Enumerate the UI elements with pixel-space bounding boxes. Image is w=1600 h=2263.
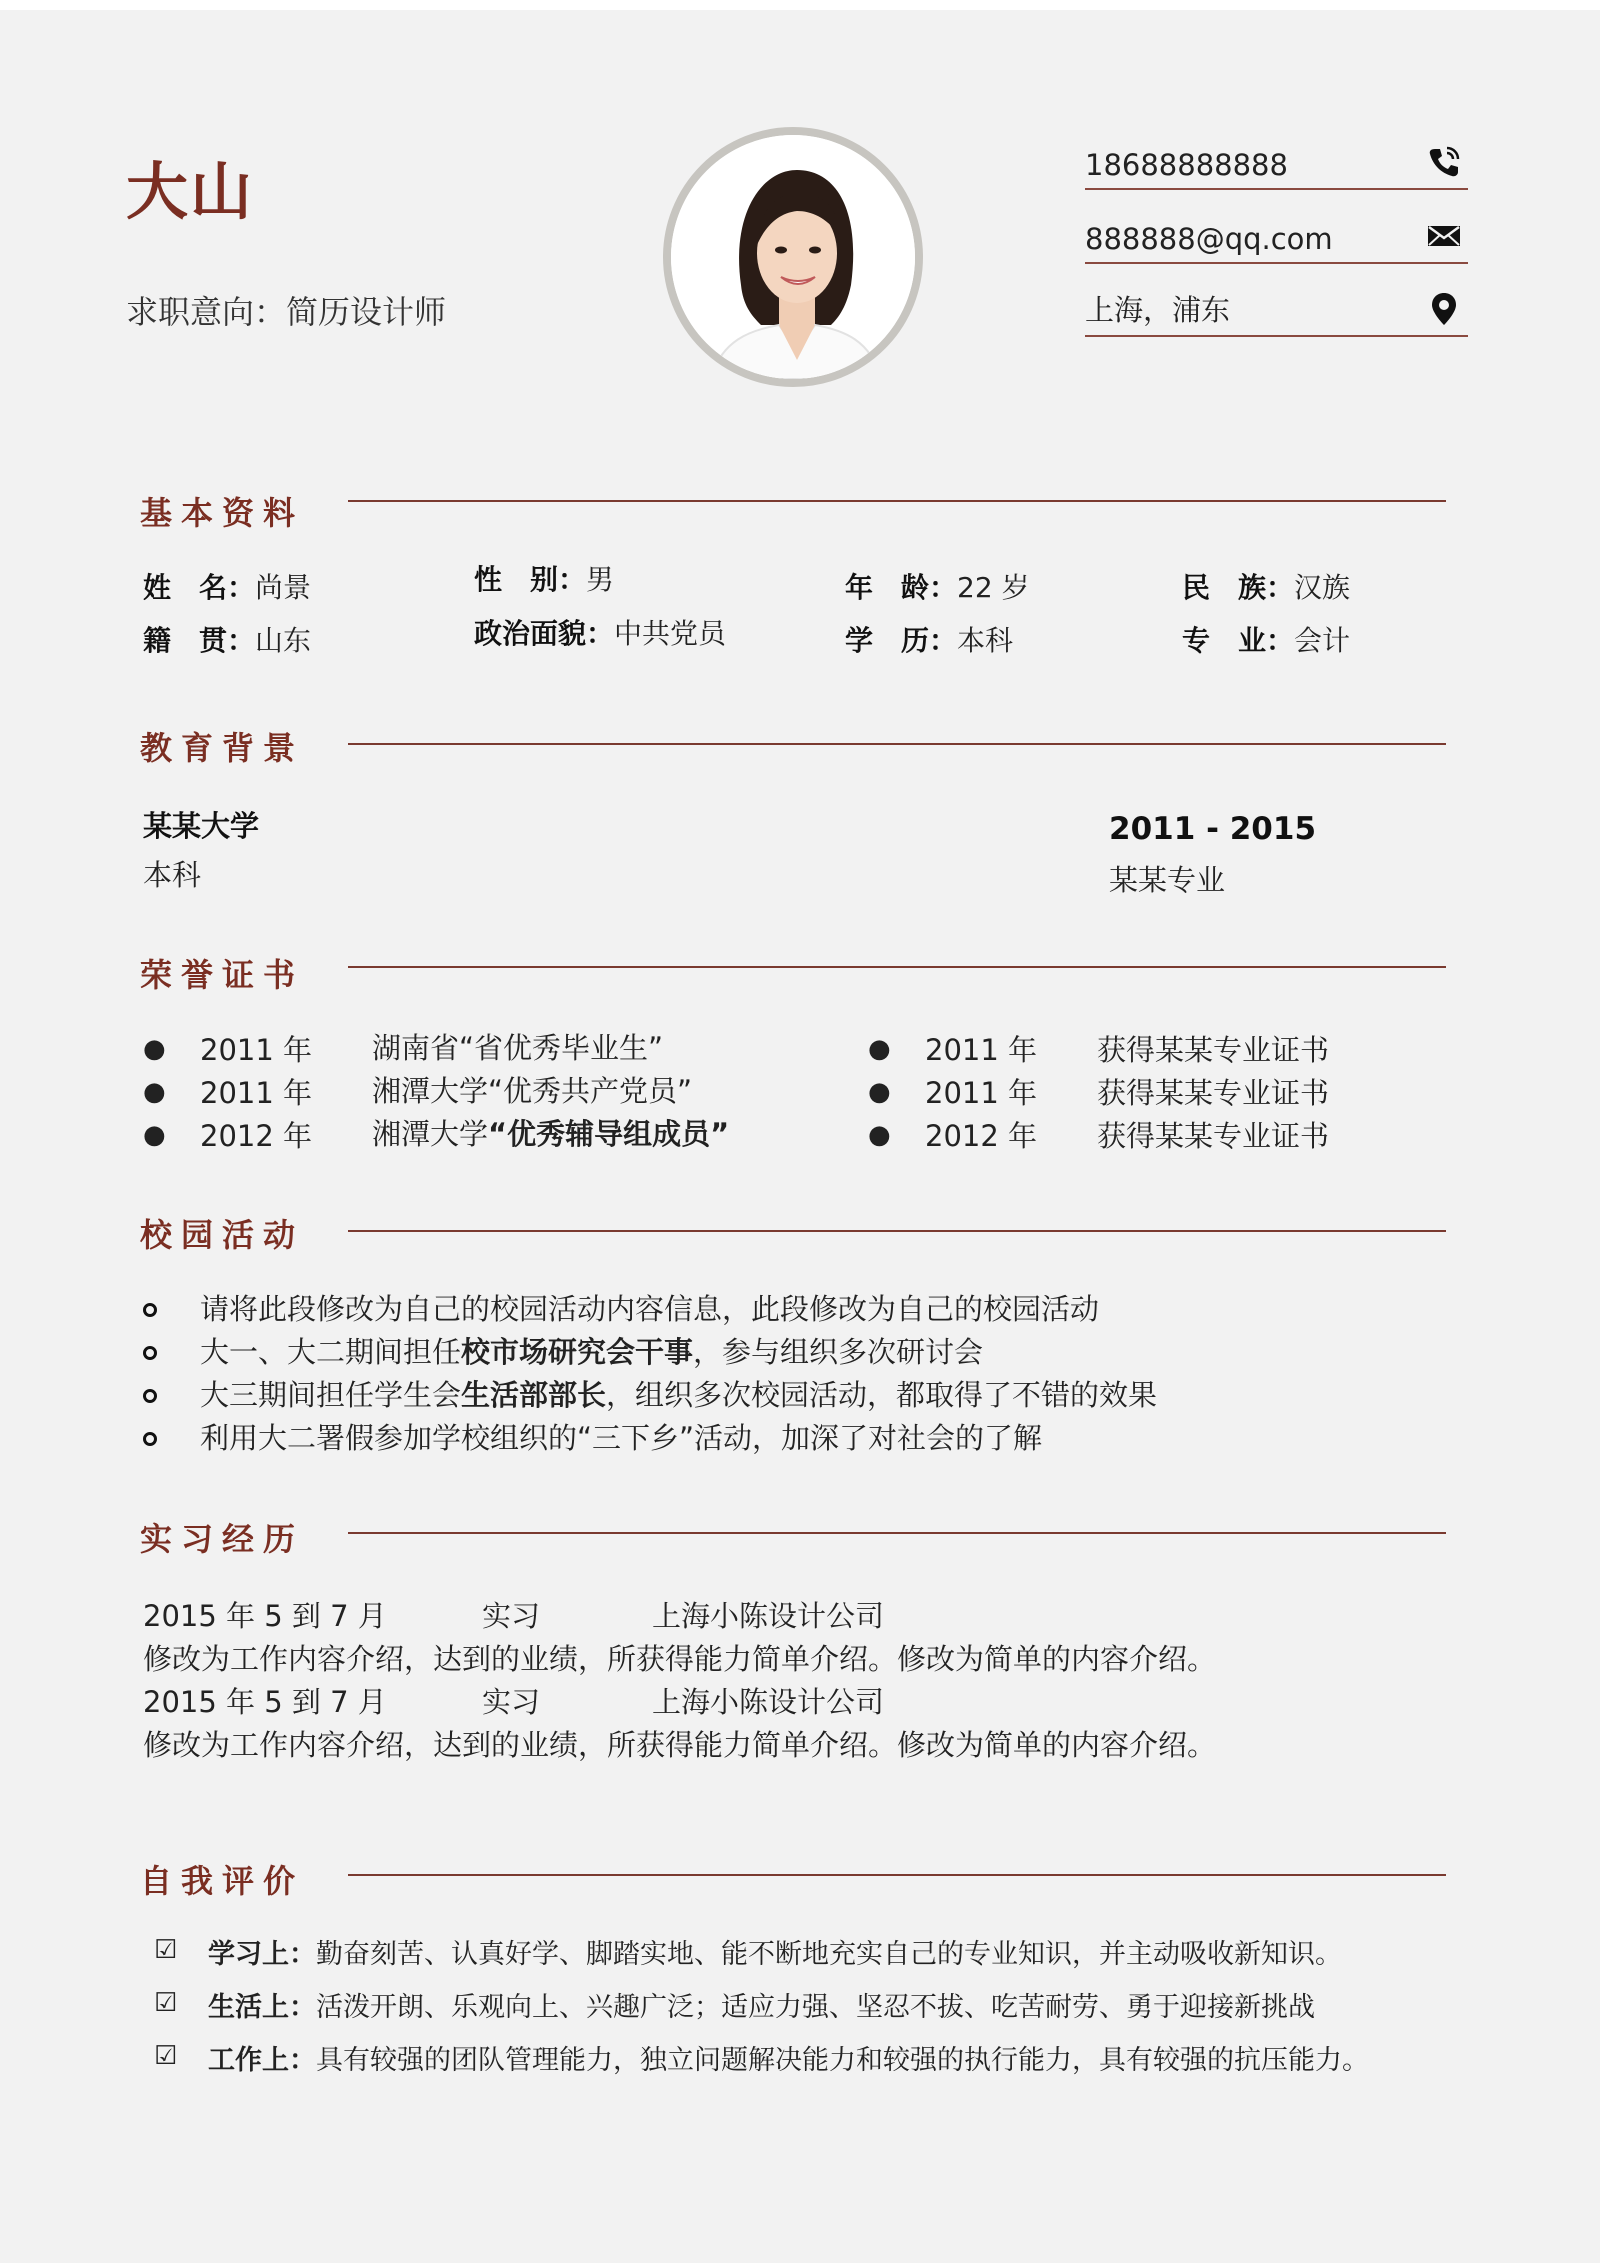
self-eval-label: 生活上： bbox=[208, 1992, 316, 2023]
info-degree-label: 学 历： bbox=[845, 624, 958, 657]
contact-address: 上海，浦东 bbox=[1085, 293, 1231, 327]
bullet-icon: ● bbox=[143, 1120, 166, 1150]
info-age-value: 22 岁 bbox=[957, 571, 1030, 604]
section-divider bbox=[348, 1230, 1446, 1232]
campus-item bbox=[200, 1416, 1042, 1457]
honor-year: 2011 年 bbox=[200, 1076, 313, 1110]
section-divider bbox=[348, 743, 1446, 745]
phone-icon bbox=[1426, 144, 1462, 180]
info-origin-label: 籍 贯： bbox=[143, 624, 256, 657]
self-eval-label: 工作上： bbox=[208, 2045, 316, 2076]
info-gender bbox=[474, 558, 614, 598]
info-age-label: 年 龄： bbox=[845, 571, 958, 604]
contact-address-row bbox=[1085, 269, 1468, 337]
info-age bbox=[845, 566, 1030, 606]
honor-text: 湖南省“省优秀毕业生” bbox=[372, 1031, 664, 1065]
ring-bullet-icon bbox=[143, 1431, 157, 1450]
info-name-label: 姓 名： bbox=[143, 571, 256, 604]
honor-text: 获得某某专业证书 bbox=[1097, 1076, 1330, 1110]
honor-text: 湘潭大学“优秀共产党员” bbox=[372, 1074, 693, 1108]
info-politics bbox=[474, 612, 726, 652]
self-eval-text: 勤奋刻苦、认真好学、脚踏实地、能不断地充实自己的专业知识，并主动吸收新知识。 bbox=[316, 1939, 1342, 1970]
candidate-name: 大山 bbox=[126, 155, 255, 228]
honor-text-bold: “优秀辅导组成员” bbox=[488, 1117, 730, 1151]
info-ethnic-value: 汉族 bbox=[1294, 571, 1351, 604]
contact-email: 888888@qq.com bbox=[1085, 222, 1333, 256]
intern-desc: 修改为工作内容介绍，达到的业绩，所获得能力简单介绍。修改为简单的内容介绍。 bbox=[143, 1728, 1217, 1762]
intern-role: 实习 bbox=[482, 1599, 541, 1633]
honor-year: 2011 年 bbox=[925, 1033, 1038, 1067]
info-politics-label: 政治面貌： bbox=[474, 617, 615, 650]
intern-company: 上海小陈设计公司 bbox=[652, 1685, 885, 1719]
campus-item-bold: 校市场研究会干事 bbox=[461, 1335, 694, 1369]
campus-item-text: 大一、大二期间担任 bbox=[200, 1335, 462, 1369]
contact-phone: 18688888888 bbox=[1085, 148, 1288, 182]
location-icon bbox=[1426, 291, 1462, 327]
ring-bullet-icon bbox=[143, 1388, 157, 1407]
resume-page bbox=[0, 10, 1600, 2263]
honor-year: 2011 年 bbox=[200, 1033, 313, 1067]
section-title-campus: 校园活动 bbox=[140, 1216, 305, 1254]
section-title-internship: 实习经历 bbox=[140, 1520, 305, 1558]
intern-date: 2015 年 5 到 7 月 bbox=[143, 1599, 387, 1633]
honor-text-prefix: 湘潭大学 bbox=[372, 1117, 489, 1151]
job-intent-value: 简历设计师 bbox=[286, 293, 447, 331]
campus-item bbox=[200, 1330, 983, 1371]
campus-item bbox=[200, 1287, 1099, 1328]
campus-item-text: ，参与组织多次研讨会 bbox=[693, 1335, 984, 1369]
ring-bullet-icon bbox=[143, 1302, 157, 1321]
checkbox-checked-icon: ☑ bbox=[154, 1988, 178, 2018]
education-school: 某某大学 bbox=[143, 809, 260, 843]
section-divider bbox=[348, 500, 1446, 502]
bullet-icon: ● bbox=[868, 1034, 891, 1064]
info-ethnic bbox=[1182, 566, 1350, 606]
avatar bbox=[671, 135, 915, 379]
section-title-honors: 荣誉证书 bbox=[140, 956, 305, 994]
campus-item-bold: 生活部部长 bbox=[461, 1378, 607, 1412]
info-major bbox=[1182, 619, 1350, 659]
self-eval-item bbox=[208, 2038, 1369, 2077]
honor-year: 2012 年 bbox=[925, 1119, 1038, 1153]
job-intent bbox=[126, 287, 446, 333]
info-gender-value: 男 bbox=[586, 563, 615, 596]
bullet-icon: ● bbox=[868, 1120, 891, 1150]
honor-year: 2011 年 bbox=[925, 1076, 1038, 1110]
info-degree bbox=[845, 619, 1013, 659]
intern-desc: 修改为工作内容介绍，达到的业绩，所获得能力简单介绍。修改为简单的内容介绍。 bbox=[143, 1642, 1217, 1676]
info-degree-value: 本科 bbox=[957, 624, 1014, 657]
education-years: 2011 - 2015 bbox=[1109, 811, 1317, 847]
info-name-value: 尚景 bbox=[255, 571, 312, 604]
honor-text: 获得某某专业证书 bbox=[1097, 1119, 1330, 1153]
education-major: 某某专业 bbox=[1109, 863, 1226, 897]
section-divider bbox=[348, 1532, 1446, 1534]
honor-text: 获得某某专业证书 bbox=[1097, 1033, 1330, 1067]
bullet-icon: ● bbox=[868, 1077, 891, 1107]
self-eval-item bbox=[208, 1985, 1315, 2024]
mail-icon bbox=[1426, 218, 1462, 254]
ring-bullet-icon bbox=[143, 1345, 157, 1364]
intern-company: 上海小陈设计公司 bbox=[652, 1599, 885, 1633]
intern-date: 2015 年 5 到 7 月 bbox=[143, 1685, 387, 1719]
self-eval-text: 活泼开朗、乐观向上、兴趣广泛；适应力强、坚忍不拔、吃苦耐劳、勇于迎接新挑战 bbox=[316, 1992, 1315, 2023]
section-title-self: 自我评价 bbox=[140, 1862, 305, 1900]
section-title-basic: 基本资料 bbox=[140, 494, 305, 532]
checkbox-checked-icon: ☑ bbox=[154, 1935, 178, 1965]
profile-photo bbox=[663, 127, 923, 387]
honor-year: 2012 年 bbox=[200, 1119, 313, 1153]
campus-item-text: 利用大二署假参加学校组织的“三下乡”活动，加深了对社会的了解 bbox=[200, 1421, 1043, 1455]
info-major-value: 会计 bbox=[1294, 624, 1351, 657]
contact-email-row bbox=[1085, 196, 1468, 264]
checkbox-checked-icon: ☑ bbox=[154, 2041, 178, 2071]
info-major-label: 专 业： bbox=[1182, 624, 1295, 657]
campus-item-text: 请将此段修改为自己的校园活动内容信息，此段修改为自己的校园活动 bbox=[200, 1292, 1100, 1326]
section-divider bbox=[348, 966, 1446, 968]
info-ethnic-label: 民 族： bbox=[1182, 571, 1295, 604]
honor-text bbox=[372, 1112, 729, 1153]
education-degree: 本科 bbox=[143, 858, 202, 892]
campus-item bbox=[200, 1373, 1157, 1414]
job-intent-label: 求职意向： bbox=[126, 293, 287, 331]
self-eval-item bbox=[208, 1932, 1342, 1971]
bullet-icon: ● bbox=[143, 1034, 166, 1064]
bullet-icon: ● bbox=[143, 1077, 166, 1107]
info-gender-label: 性 别： bbox=[474, 563, 587, 596]
section-divider bbox=[348, 1874, 1446, 1876]
section-title-education: 教育背景 bbox=[140, 729, 305, 767]
self-eval-label: 学习上： bbox=[208, 1939, 316, 1970]
info-politics-value: 中共党员 bbox=[614, 617, 727, 650]
info-origin bbox=[143, 619, 311, 659]
campus-item-text: ，组织多次校园活动，都取得了不错的效果 bbox=[606, 1378, 1158, 1412]
info-name bbox=[143, 566, 311, 606]
self-eval-text: 具有较强的团队管理能力，独立问题解决能力和较强的执行能力，具有较强的抗压能力。 bbox=[316, 2045, 1369, 2076]
contact-phone-row bbox=[1085, 122, 1468, 190]
info-origin-value: 山东 bbox=[255, 624, 312, 657]
campus-item-text: 大三期间担任学生会 bbox=[200, 1378, 462, 1412]
intern-role: 实习 bbox=[482, 1685, 541, 1719]
